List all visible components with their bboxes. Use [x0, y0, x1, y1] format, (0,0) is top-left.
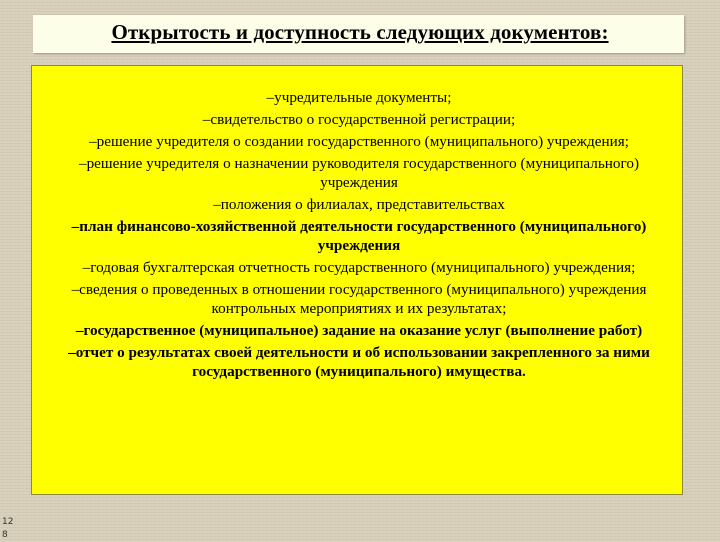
slide-title: Открытость и доступность следующих документов: [111, 20, 609, 44]
list-item: –положения о филиалах, представительствах [213, 196, 505, 213]
list-item: –решение учредителя о назначении руководителя государственного (муниципального) учреждения [78, 155, 640, 191]
list-item: –отчет о результатах своей деятельности и об использовании закрепленного за ними государственного (муниципального) имущества. [68, 344, 650, 380]
document-list [34, 88, 684, 384]
list-item: –учредительные документы; [266, 89, 452, 106]
list-item: –государственное (муниципальное) задание на оказание услуг (выполнение работ) [75, 322, 643, 339]
list-item: –план финансово-хозяйственной деятельности государственного (муниципального) учреждения [71, 218, 647, 254]
list-item: –решение учредителя о создании государственного (муниципального) учреждения; [89, 133, 629, 150]
list-item: –сведения о проведенных в отношении государственного (муниципального) учреждения контрольных мероприятиях и их результатах; [71, 281, 647, 317]
list-item: –свидетельство о государственной регистрации; [202, 111, 516, 128]
list-item: –годовая бухгалтерская отчетность государственного (муниципального) учреждения; [82, 259, 636, 276]
page-number: 128 [2, 517, 14, 540]
